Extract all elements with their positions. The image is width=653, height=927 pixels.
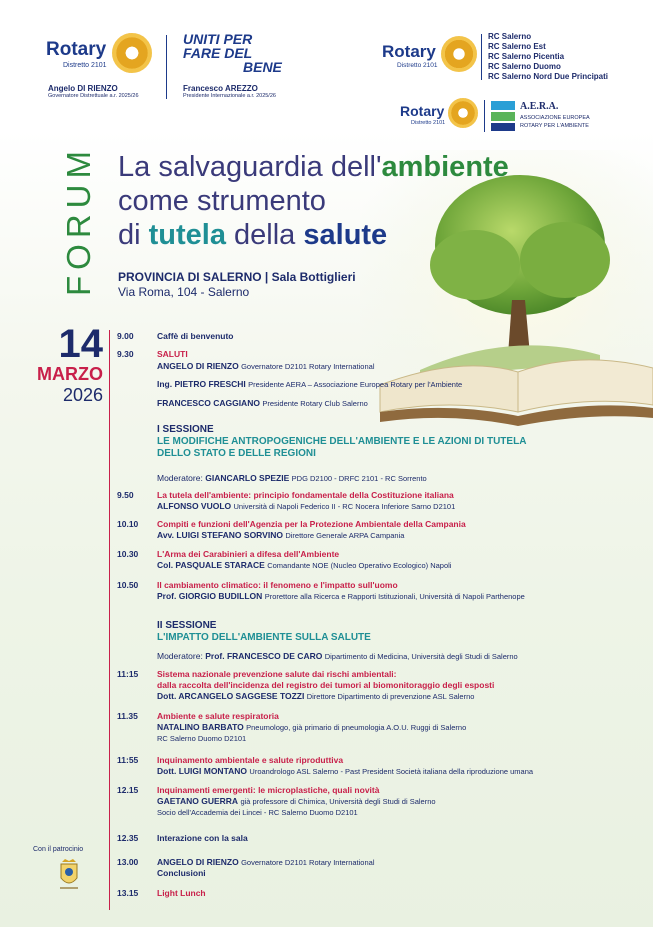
program-item: Light Lunch [157,888,206,898]
rotary-wordmark: Rotary [400,103,445,119]
president-block [183,84,276,99]
president-role: Presidente Internazionale a.r. 2025/26 [183,93,276,99]
district-label: Distretto 2101 [397,62,438,69]
session-1-header: I SESSIONE LE MODIFICHE ANTROPOGENICHE DELL'AMBIENTE E LE AZIONI DI TUTELA DELLO STATO E DELLE REGIONI [157,424,527,459]
governor-role: Governatore Distrettuale a.r. 2025/26 [48,93,139,99]
rotary-logo-right [382,36,482,76]
header-divider [166,35,167,99]
time: 12.15 [117,785,139,795]
talk: L'Arma dei Carabinieri a difesa dell'Ambiente Col. PASQUALE STARACE Comandante NOE (Nucleo Operativo Ecologico) Napoli [157,549,452,570]
rotary-wheel-icon [448,98,478,128]
title-line1: La salvaguardia dell'ambiente [118,151,509,183]
title-keyword-ambiente: ambiente [381,151,509,183]
slogan-line2: FARE DEL [183,45,253,61]
talk: Ambiente e salute respiratoria NATALINO BARBATO Pneumologo, già primario di pneumologia A.O.U. Ruggi di Salerno RC Salerno Duomo D2101 [157,711,467,743]
district-label: Distretto 2101 [411,120,446,126]
aera-line1: ASSOCIAZIONE EUROPEA [520,115,590,121]
rotary-wordmark: Rotary [382,42,436,61]
club-item: RC Salerno Nord Due Principati [488,72,609,81]
club-list-bar [481,34,482,80]
date-day: 14 [58,322,103,366]
talk: Inquinamenti emergenti: le microplastiche, quali novità GAETANO GUERRA già professore di Chimica, Università degli Studi di Salerno Socio dell'Accademia dei Lincei - RC Salerno Duomo D2101 [157,785,436,817]
talk: Inquinamento ambientale e salute riproduttiva Dott. LUIGI MONTANO Uroandrologo ASL Salerno - Past President Società italiana della riproduzione umana [157,755,534,776]
talk: Il cambiamento climatico: il fenomeno e l'impatto sull'uomo Prof. GIORGIO BUDILLON Prorettore alla Ricerca e Rapporti Istituzionali, Università di Napoli Parthenope [157,580,525,601]
rotary-logo-aera [400,98,485,134]
program-item: Interazione con la sala [157,833,248,843]
time: 13.00 [117,857,139,867]
date-year: 2026 [62,385,103,405]
time: 11.35 [117,711,138,721]
time: 9.00 [117,331,134,341]
talk: Compiti e funzioni dell'Agenzia per la Protezione Ambientale della Campania Avv. LUIGI STEFANO SORVINO Direttore Generale ARPA Campania [157,519,466,540]
date-month: MARZO [37,364,103,384]
rotary-wordmark: Rotary [46,39,107,60]
session-2-header: II SESSIONE L'IMPATTO DELL'AMBIENTE SULLA SALUTE [157,620,371,643]
title-keyword-tutela: tutela [148,219,226,251]
talk: La tutela dell'ambiente: principio fondamentale della Costituzione italiana ALFONSO VUOLO Università di Napoli Federico II - RC Nocera Inferiore Sarno D2101 [157,490,456,511]
slogan-line3: BENE [243,59,282,75]
club-list [488,32,608,82]
title-line2: come strumento [118,185,326,217]
rotary-wheel-icon [441,36,477,72]
rotary-logo-left [46,33,156,77]
governor-name: Angelo DI RIENZO [48,84,118,93]
aera-line2: ROTARY PER L'AMBIENTE [520,123,589,129]
aera-logo-icon [491,101,515,131]
time: 9.50 [117,490,134,500]
time: 10.50 [117,580,139,590]
moderator: Moderatore: Prof. FRANCESCO DE CARO Dipartimento di Medicina, Università degli Studi di Salerno [157,651,518,661]
club-item: RC Salerno Duomo [488,62,561,71]
program-item: Caffè di benvenuto [157,331,234,341]
program-item: ANGELO DI RIENZO Governatore D2101 Rotary International Conclusioni [157,857,375,878]
patronage-label: Con il patrocinio [33,846,84,853]
talk: Sistema nazionale prevenzione salute dai rischi ambientali: dalla raccolta dell'incidenza del registro dei tumori al biomonitoraggio degli esposti Dott. ARCANGELO SAGGESE TOZZI Direttore Dipartimento di prevenzione ASL Salerno [157,669,495,701]
aera-divider [484,100,485,132]
club-item: RC Salerno Est [488,42,546,51]
moderator: Moderatore: GIANCARLO SPEZIE PDG D2100 - DRFC 2101 - RC Sorrento [157,473,427,483]
venue [118,270,356,300]
saluti-title: SALUTI [157,349,188,359]
speaker: FRANCESCO CAGGIANO Presidente Rotary Club Salerno [157,398,368,408]
time: 11:55 [117,755,139,765]
time: 11:15 [117,669,139,679]
event-date [28,324,103,406]
province-crest-icon [58,858,80,892]
club-item: RC Salerno [488,32,532,41]
forum-vertical-label: FORUM [60,145,97,296]
club-item: RC Salerno Picentia [488,52,565,61]
time: 13.15 [117,888,139,898]
venue-address: Via Roma, 104 - Salerno [118,285,250,299]
district-label: Distretto 2101 [63,62,107,69]
forum-title [118,150,509,252]
title-keyword-salute: salute [303,219,388,251]
time: 10.10 [117,519,139,529]
time: 12.35 [117,833,139,843]
aera-name: A.E.R.A. [520,101,559,112]
slogan [183,32,282,74]
time: 10.30 [117,549,139,559]
governor-block [48,84,139,99]
speaker: ANGELO DI RIENZO Governatore D2101 Rotary International [157,361,375,371]
program-vertical-rule [109,330,110,910]
time: 9.30 [117,349,134,359]
slogan-line1: UNITI PER [183,31,253,47]
president-name: Francesco AREZZO [183,84,258,93]
aera-text [520,101,590,129]
title-line3: di tutela della salute [118,219,388,251]
rotary-wheel-icon [112,33,152,73]
venue-name: PROVINCIA DI SALERNO | Sala Bottiglieri [118,270,356,284]
speaker: Ing. PIETRO FRESCHI Presidente AERA – Associazione Europea Rotary per l'Ambiente [157,379,463,389]
